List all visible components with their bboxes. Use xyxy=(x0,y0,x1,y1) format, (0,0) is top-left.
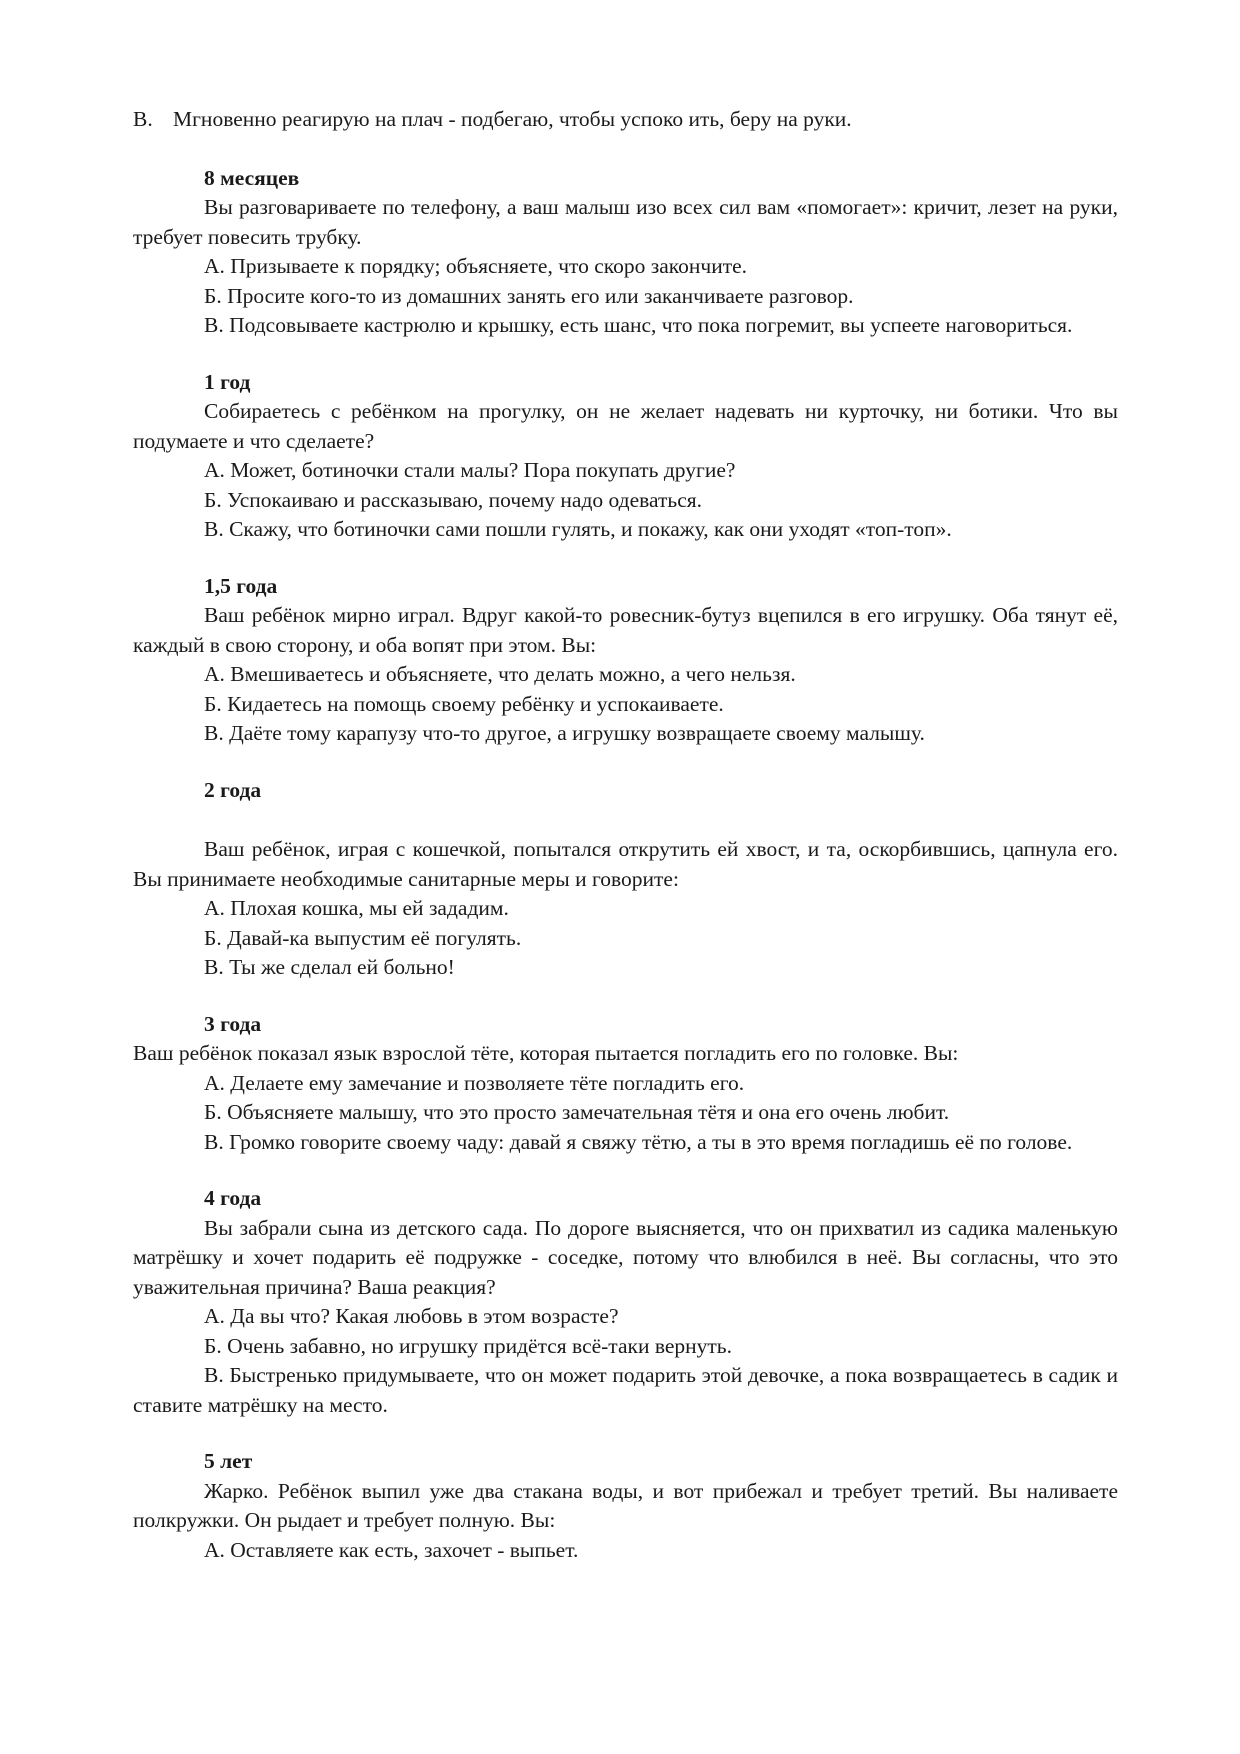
intro-answer xyxy=(133,105,1118,135)
section-question: Ваш ребёнок мирно играл. Вдруг какой-то ровесник-бутуз вцепился в его игрушку. Оба тянут её, каждый в свою сторону, и оба вопят при этом. Вы: xyxy=(133,603,1118,657)
answer-option: Б. Успокаиваю и рассказываю, почему надо одеваться. xyxy=(204,487,703,512)
section-heading: 4 года xyxy=(204,1186,262,1210)
answer-option: Б. Кидаетесь на помощь своему ребёнку и успокаиваете. xyxy=(204,691,724,716)
section-2-years xyxy=(133,776,1118,983)
section-question: Ваш ребёнок, играя с кошечкой, попытался открутить ей хвост, и та, оскорбившись, цапнула его. Вы принимаете необходимые санитарные меры и говорите: xyxy=(133,837,1118,891)
intro-answer-text: Мгновенно реагирую на плач - подбегаю, чтобы успоко ить, беру на руки. xyxy=(173,107,852,131)
answer-option: В. Скажу, что ботиночки сами пошли гулять, и покажу, как они уходят «топ-топ». xyxy=(204,517,952,541)
intro-answer-marker: В. xyxy=(133,107,153,131)
answer-option: Б. Очень забавно, но игрушку придётся всё-таки вернуть. xyxy=(204,1333,732,1358)
section-question: Вы разговариваете по телефону, а ваш малыш изо всех сил вам «помогает»: кричит, лезет на руки, требует повесить трубку. xyxy=(133,195,1118,249)
answer-option: А. Оставляете как есть, захочет - выпьет. xyxy=(204,1537,579,1562)
answer-option: А. Может, ботиночки стали малы? Пора покупать другие? xyxy=(204,458,736,482)
section-question: Ваш ребёнок показал язык взрослой тёте, которая пытается погладить его по головке. Вы: xyxy=(133,1041,959,1065)
section-heading: 2 года xyxy=(204,777,262,802)
answer-option: Б. Объясняете малышу, что это просто замечательная тётя и она его очень любит. xyxy=(204,1100,950,1124)
section-heading: 1,5 года xyxy=(204,573,278,598)
section-4-years xyxy=(133,1184,1118,1420)
section-1-year xyxy=(133,368,1118,545)
answer-option: В. Быстренько придумываете, что он может подарить этой девочке, а пока возвращаетесь в садик и ставите матрёшку на место. xyxy=(133,1363,1118,1417)
answer-option: А. Да вы что? Какая любовь в этом возрасте? xyxy=(204,1304,619,1328)
section-question: Собираетесь с ребёнком на прогулку, он не желает надевать ни курточку, ни ботики. Что вы подумаете и что сделаете? xyxy=(133,399,1118,453)
answer-option: Б. Давай-ка выпустим её погулять. xyxy=(204,925,522,950)
answer-option: В. Даёте тому карапузу что-то другое, а игрушку возвращаете своему малышу. xyxy=(204,721,925,745)
section-heading: 1 год xyxy=(204,369,251,394)
answer-option: В. Подсовываете кастрюлю и крышку, есть шанс, что пока погремит, вы успеете наговориться. xyxy=(204,313,1073,337)
answer-option: Б. Просите кого-то из домашних занять его или заканчиваете разговор. xyxy=(204,283,854,308)
answer-option: А. Делаете ему замечание и позволяете тёте погладить его. xyxy=(204,1070,745,1095)
section-8-months xyxy=(133,164,1118,341)
section-heading: 8 месяцев xyxy=(204,165,300,190)
section-question: Вы забрали сына из детского сада. По дороге выясняется, что он прихватил из садика маленькую матрёшку и хочет подарить её подружке - соседке, потому что влюбился в неё. Вы согласны, что это уважительная причина? Ваша реакция? xyxy=(133,1215,1118,1299)
answer-option: В. Ты же сделал ей больно! xyxy=(204,955,455,979)
section-heading: 5 лет xyxy=(204,1449,253,1473)
section-heading: 3 года xyxy=(204,1011,262,1036)
answer-option: А. Призываете к порядку; объясняете, что скоро закончите. xyxy=(204,254,748,278)
answer-option: В. Громко говорите своему чаду: давай я свяжу тётю, а ты в это время погладишь её по голове. xyxy=(204,1129,1073,1154)
answer-option: А. Вмешиваетесь и объясняете, что делать можно, а чего нельзя. xyxy=(204,662,796,686)
section-question: Жарко. Ребёнок выпил уже два стакана воды, и вот прибежал и требует третий. Вы наливаете полкружки. Он рыдает и требует полную. Вы: xyxy=(133,1478,1118,1532)
document-page xyxy=(133,105,1118,1565)
section-5-years xyxy=(133,1447,1118,1565)
answer-option: А. Плохая кошка, мы ей зададим. xyxy=(204,896,509,920)
section-1-5-years xyxy=(133,572,1118,749)
section-3-years xyxy=(133,1010,1118,1158)
